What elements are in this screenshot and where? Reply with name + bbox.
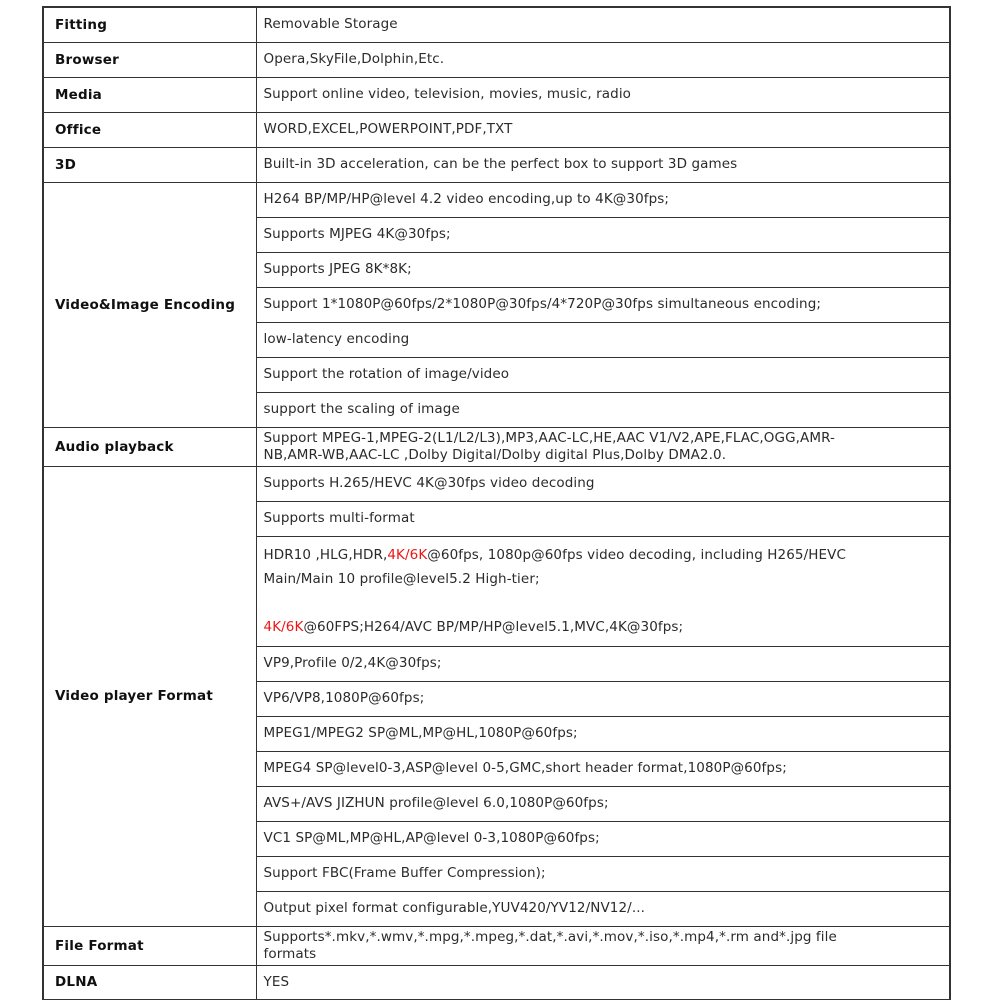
spec-text: @60FPS;H264/AVC BP/MP/HP@level5.1,MVC,4K@30fps;: [303, 619, 684, 635]
spec-row: [43, 147, 950, 182]
spec-text: Support MPEG-1,MPEG-2(L1/L2/L3),MP3,AAC-LC,HE,AAC V1/V2,APE,FLAC,OGG,AMR-: [263, 429, 836, 446]
spec-text: YES: [263, 973, 290, 990]
product-spec-table: [42, 6, 951, 1000]
spec-value-line: [264, 510, 945, 527]
spec-row: [43, 926, 950, 965]
spec-table-body: [43, 7, 950, 1000]
spec-row: [43, 427, 950, 466]
spec-value-line: [264, 191, 945, 208]
spec-value-line: [264, 795, 945, 812]
spec-value-line: [264, 725, 945, 742]
row-label-audio-playback: Audio playback: [43, 427, 256, 466]
spec-text: AVS+/AVS JIZHUN profile@level 6.0,1080P@60fps;: [263, 795, 609, 811]
spec-value-line: [264, 929, 945, 946]
spec-value-line: [264, 331, 945, 348]
spec-text: VP9,Profile 0/2,4K@30fps;: [263, 655, 442, 671]
spec-text: Supports MJPEG 4K@30fps;: [263, 226, 451, 242]
spec-value-line: [264, 900, 945, 917]
spec-value-cell: [256, 182, 950, 217]
row-label-video-player-format: Video player Format: [43, 466, 256, 926]
spec-value-cell: [256, 322, 950, 357]
spec-value-cell: [256, 77, 950, 112]
spec-value-cell: [256, 681, 950, 716]
spec-row: [43, 112, 950, 147]
spec-text: Supports*.mkv,*.wmv,*.mpg,*.mpeg,*.dat,*.avi,*.mov,*.iso,*.mp4,*.rm and*.jpg file: [263, 928, 837, 945]
spec-text: Built-in 3D acceleration, can be the perfect box to support 3D games: [263, 156, 738, 172]
spec-text: NB,AMR-WB,AAC-LC ,Dolby Digital/Dolby digital Plus,Dolby DMA2.0.: [263, 446, 727, 463]
spec-text: formats: [263, 945, 317, 962]
spec-row: [43, 7, 950, 42]
spec-row: [43, 965, 950, 1000]
spec-value-cell: [256, 252, 950, 287]
spec-text: Supports H.265/HEVC 4K@30fps video decoding: [263, 475, 595, 491]
spec-value-line: [264, 296, 945, 313]
spec-text: Removable Storage: [263, 16, 398, 33]
spec-value-cell: [256, 821, 950, 856]
row-label-3d: 3D: [43, 147, 256, 182]
spec-value-line: [264, 226, 945, 243]
spec-text: HDR10 ,HLG,HDR,: [263, 547, 388, 563]
spec-value-line: [264, 156, 945, 173]
spec-value-line: [264, 591, 945, 615]
spec-value-cell: [256, 357, 950, 392]
spec-value-cell: [256, 392, 950, 427]
spec-value-cell: [256, 965, 950, 1000]
spec-value-cell: [256, 786, 950, 821]
spec-row: [43, 182, 950, 217]
row-label-media: Media: [43, 77, 256, 112]
spec-text: Main/Main 10 profile@level5.2 High-tier;: [263, 571, 540, 587]
spec-value-cell: [256, 287, 950, 322]
spec-value-line: [264, 543, 945, 567]
row-label-file-format: File Format: [43, 926, 256, 965]
spec-text: @60fps, 1080p@60fps video decoding, including H265/HEVC: [427, 547, 846, 563]
spec-value-cell: [256, 536, 950, 646]
spec-text: Output pixel format configurable,YUV420/YV12/NV12/...: [263, 900, 645, 916]
spec-value-cell: [256, 427, 950, 466]
spec-text: Supports multi-format: [263, 510, 415, 526]
spec-text: MPEG4 SP@level0-3,ASP@level 0-5,GMC,short header format,1080P@60fps;: [263, 760, 787, 776]
spec-text: MPEG1/MPEG2 SP@ML,MP@HL,1080P@60fps;: [263, 725, 578, 741]
spec-value-line: [264, 567, 945, 591]
spec-value-cell: [256, 501, 950, 536]
spec-text: support the scaling of image: [263, 401, 460, 417]
spec-text: low-latency encoding: [263, 331, 410, 347]
spec-row: [43, 42, 950, 77]
spec-value-cell: [256, 891, 950, 926]
spec-text: Support the rotation of image/video: [263, 366, 510, 382]
spec-value-line: [264, 401, 945, 418]
spec-text: Support 1*1080P@60fps/2*1080P@30fps/4*720P@30fps simultaneous encoding;: [263, 296, 822, 312]
spec-row: [43, 466, 950, 501]
spec-value-cell: [256, 217, 950, 252]
spec-value-line: [264, 430, 945, 447]
spec-value-line: [264, 760, 945, 777]
spec-text: Supports JPEG 8K*8K;: [263, 261, 412, 277]
spec-text: VP6/VP8,1080P@60fps;: [263, 690, 425, 706]
spec-value-line: [264, 51, 945, 68]
spec-value-line: [264, 366, 945, 383]
spec-value-cell: [256, 646, 950, 681]
spec-text: Support FBC(Frame Buffer Compression);: [263, 865, 546, 881]
spec-text: WORD,EXCEL,POWERPOINT,PDF,TXT: [263, 121, 513, 137]
spec-value-line: [264, 475, 945, 492]
spec-value-cell: [256, 856, 950, 891]
spec-value-cell: [256, 112, 950, 147]
spec-value-line: [264, 865, 945, 882]
spec-value-line: [264, 830, 945, 847]
row-label-fitting: Fitting: [43, 7, 256, 42]
spec-value-line: [264, 447, 945, 464]
spec-text: VC1 SP@ML,MP@HL,AP@level 0-3,1080P@60fps;: [263, 830, 600, 846]
spec-row: [43, 77, 950, 112]
highlighted-red-text: 4K/6K: [263, 619, 304, 635]
spec-value-line: [264, 974, 945, 991]
spec-value-line: [264, 615, 945, 639]
spec-value-cell: [256, 751, 950, 786]
row-label-dlna: DLNA: [43, 965, 256, 1000]
spec-value-cell: [256, 7, 950, 42]
spec-value-line: [264, 86, 945, 103]
spec-value-line: [264, 690, 945, 707]
spec-value-line: [264, 655, 945, 672]
highlighted-red-text: 4K/6K: [387, 547, 428, 563]
spec-text: H264 BP/MP/HP@level 4.2 video encoding,up to 4K@30fps;: [263, 191, 670, 207]
spec-value-cell: [256, 42, 950, 77]
spec-value-line: [264, 946, 945, 963]
spec-text: Opera,SkyFile,Dolphin,Etc.: [263, 51, 445, 67]
spec-text: [264, 595, 268, 611]
spec-value-cell: [256, 926, 950, 965]
spec-value-line: [264, 121, 945, 138]
spec-value-cell: [256, 466, 950, 501]
row-label-office: Office: [43, 112, 256, 147]
row-label-video-image-encoding: Video&Image Encoding: [43, 182, 256, 427]
spec-value-line: [264, 261, 945, 278]
row-label-browser: Browser: [43, 42, 256, 77]
spec-value-cell: [256, 716, 950, 751]
spec-value-line: [264, 16, 945, 33]
spec-value-cell: [256, 147, 950, 182]
spec-text: Support online video, television, movies, music, radio: [263, 86, 632, 102]
